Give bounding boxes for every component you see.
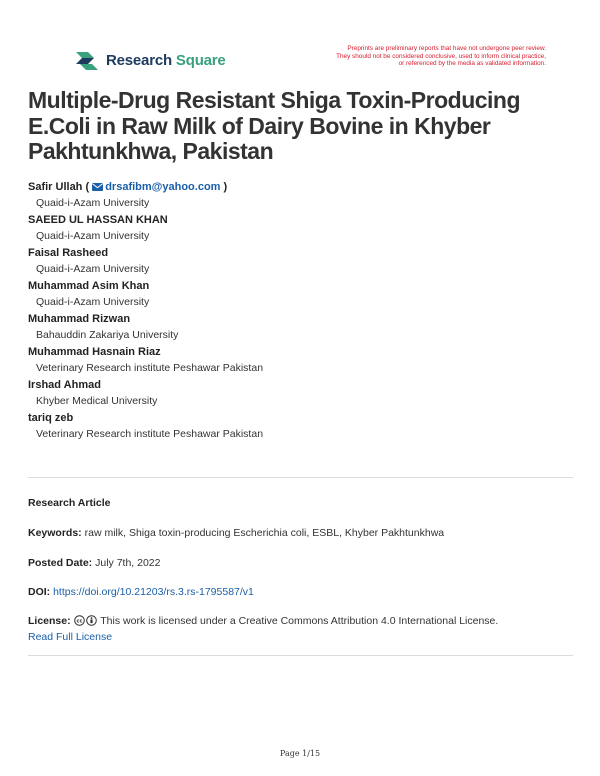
envelope-icon	[92, 183, 103, 191]
author-affiliation: Veterinary Research institute Peshawar Pakistan	[36, 428, 264, 440]
author-name: Muhammad Rizwan	[28, 313, 131, 325]
posted-date	[28, 556, 588, 570]
preprint-notice: Preprints are preliminary reports that have not undergone peer review. They should not be considered conclusive, used to inform clinical practice, or referenced by the media as validated information.	[336, 45, 546, 68]
doi-link[interactable]: https://doi.org/10.21203/rs.3.rs-1795587/v1	[53, 586, 254, 598]
license-text: This work is licensed under a Creative Commons Attribution 4.0 International License.	[100, 615, 499, 627]
author-name: Irshad Ahmad	[28, 379, 101, 391]
doi	[28, 585, 588, 599]
license-label: License:	[28, 615, 71, 627]
author-name: Safir Ullah	[28, 181, 83, 193]
author-affiliation: Quaid-i-Azam University	[36, 230, 150, 242]
keywords-value: raw milk, Shiga toxin-producing Escherichia coli, ESBL, Khyber Pakhtunkhwa	[84, 527, 445, 539]
author-affiliation: Veterinary Research institute Peshawar Pakistan	[36, 362, 264, 374]
research-square-logo[interactable]	[74, 49, 226, 71]
divider	[28, 655, 573, 656]
author-name: tariq zeb	[28, 412, 74, 424]
author-entry: Safir Ullah ( drsafibm@yahoo.com ) Quaid-i-Azam University	[28, 181, 588, 210]
posted-date-value: July 7th, 2022	[95, 557, 161, 569]
author-entry	[28, 313, 588, 342]
page-number: Page 1/15	[279, 749, 321, 758]
author-entry	[28, 247, 588, 276]
page-header	[74, 46, 544, 78]
brand-name: Research Square	[106, 51, 226, 69]
author-affiliation: Khyber Medical University	[36, 395, 158, 407]
author-name: SAEED UL HASSAN KHAN	[28, 214, 168, 226]
author-affiliation: Quaid-i-Azam University	[36, 197, 150, 209]
svg-text:cc: cc	[76, 618, 82, 625]
divider	[28, 477, 573, 478]
author-affiliation: Quaid-i-Azam University	[36, 263, 150, 275]
author-affiliation: Quaid-i-Azam University	[36, 296, 150, 308]
article-type: Research Article	[28, 497, 111, 509]
read-full-license-link[interactable]: Read Full License	[28, 631, 113, 643]
license	[28, 614, 588, 644]
author-name: Muhammad Asim Khan	[28, 280, 150, 292]
author-entry	[28, 412, 588, 441]
posted-date-label: Posted Date:	[28, 557, 93, 569]
author-entry	[28, 214, 588, 243]
creative-commons-by-icon	[74, 615, 98, 626]
author-affiliation: Bahauddin Zakariya University	[36, 329, 179, 341]
author-list	[28, 181, 588, 445]
author-entry	[28, 346, 588, 375]
author-entry	[28, 280, 588, 309]
author-name: Faisal Rasheed	[28, 247, 109, 259]
doi-label: DOI:	[28, 586, 51, 598]
paper-title: Multiple-Drug Resistant Shiga Toxin-Producing E.Coli in Raw Milk of Dairy Bovine in Khyber Pakhtunkhwa, Pakistan	[28, 87, 521, 164]
keywords-label: Keywords:	[28, 527, 82, 539]
keywords	[28, 526, 588, 540]
author-email-link[interactable]: drsafibm@yahoo.com	[92, 181, 220, 193]
research-square-logo-icon	[74, 49, 100, 71]
author-name: Muhammad Hasnain Riaz	[28, 346, 161, 358]
author-entry	[28, 379, 588, 408]
